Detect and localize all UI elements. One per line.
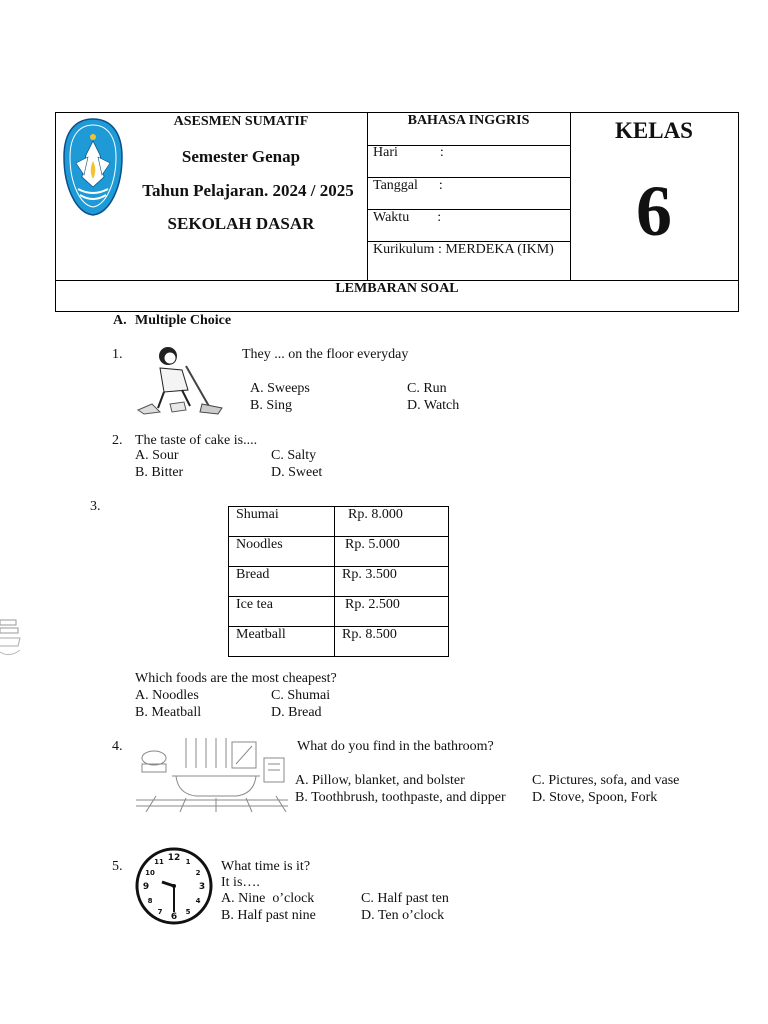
option-b[interactable]: B. Sing <box>250 398 293 413</box>
question-text: What time is it? <box>221 859 311 874</box>
svg-text:10: 10 <box>145 869 155 877</box>
option-a[interactable]: A. Sour <box>135 448 179 463</box>
school-level: SEKOLAH DASAR <box>167 214 315 233</box>
svg-text:12: 12 <box>167 853 181 863</box>
option-d[interactable]: D. Sweet <box>271 465 323 480</box>
svg-text:9: 9 <box>142 882 150 892</box>
school-logo <box>62 117 124 217</box>
section-title: Multiple Choice <box>135 313 232 328</box>
table-row <box>229 597 449 627</box>
bathroom-icon <box>136 738 288 812</box>
option-b[interactable]: B. Half past nine <box>221 908 316 923</box>
food-price: Rp. 8.000 <box>335 507 449 537</box>
table-row <box>229 567 449 597</box>
question-text: Which foods are the most cheapest? <box>135 671 337 686</box>
class-label: KELAS <box>615 118 693 143</box>
question-number: 2. <box>112 433 123 448</box>
option-a[interactable]: A. Noodles <box>135 688 199 703</box>
table-row <box>229 507 449 537</box>
option-a[interactable]: A. Nine o’clock <box>221 891 315 906</box>
option-a[interactable]: A. Pillow, blanket, and bolster <box>295 773 465 788</box>
time-field: Waktu : <box>373 210 442 225</box>
assessment-title: ASESMEN SUMATIF <box>173 114 309 129</box>
table-row <box>229 627 449 657</box>
option-d[interactable]: D. Watch <box>407 398 460 413</box>
food-price: Rp. 2.500 <box>335 597 449 627</box>
subject-label: BAHASA INGGRIS <box>407 113 530 128</box>
svg-text:6: 6 <box>170 912 178 922</box>
option-b[interactable]: B. Toothbrush, toothpaste, and dipper <box>295 790 506 805</box>
food-name: Bread <box>229 567 335 597</box>
date-field: Tanggal : <box>373 178 443 193</box>
question-number: 5. <box>112 859 123 874</box>
svg-text:7: 7 <box>157 908 163 916</box>
question-text: What do you find in the bathroom? <box>297 739 494 754</box>
food-name: Meatball <box>229 627 335 657</box>
option-c[interactable]: C. Pictures, sofa, and vase <box>532 773 680 788</box>
question-number: 3. <box>90 499 101 514</box>
question-subtext: It is…. <box>221 875 260 890</box>
svg-text:5: 5 <box>185 908 191 916</box>
svg-text:3: 3 <box>198 882 206 892</box>
semester-label: Semester Genap <box>181 147 301 166</box>
svg-text:4: 4 <box>195 897 201 905</box>
question-number: 4. <box>112 739 123 754</box>
svg-text:8: 8 <box>147 897 153 905</box>
svg-text:2: 2 <box>195 869 201 877</box>
option-c[interactable]: C. Run <box>407 381 447 396</box>
option-b[interactable]: B. Bitter <box>135 465 184 480</box>
option-c[interactable]: C. Half past ten <box>361 891 449 906</box>
academic-year: Tahun Pelajaran. 2024 / 2025 <box>142 181 354 200</box>
price-table <box>228 506 449 657</box>
question-number: 1. <box>112 347 123 362</box>
curriculum-field: Kurikulum : MERDEKA (IKM) <box>373 242 554 257</box>
header-table <box>55 112 739 312</box>
class-number: 6 <box>636 171 672 251</box>
option-d[interactable]: D. Ten o’clock <box>361 908 445 923</box>
sheet-title: LEMBARAN SOAL <box>335 281 459 296</box>
option-b[interactable]: B. Meatball <box>135 705 202 720</box>
section-letter: A. <box>113 313 127 328</box>
option-a[interactable]: A. Sweeps <box>250 381 310 396</box>
option-d[interactable]: D. Stove, Spoon, Fork <box>532 790 658 805</box>
option-d[interactable]: D. Bread <box>271 705 322 720</box>
food-price: Rp. 8.500 <box>335 627 449 657</box>
option-c[interactable]: C. Salty <box>271 448 317 463</box>
food-price: Rp. 5.000 <box>335 537 449 567</box>
question-text: The taste of cake is.... <box>135 433 258 448</box>
svg-text:11: 11 <box>154 858 164 866</box>
food-name: Ice tea <box>229 597 335 627</box>
food-price: Rp. 3.500 <box>335 567 449 597</box>
table-row <box>229 537 449 567</box>
question-text: They ... on the floor everyday <box>242 347 409 362</box>
child-sweeping-icon <box>130 344 230 416</box>
day-field: Hari : <box>373 145 444 160</box>
divider <box>367 113 368 280</box>
food-name: Noodles <box>229 537 335 567</box>
svg-text:1: 1 <box>185 858 191 866</box>
option-c[interactable]: C. Shumai <box>271 688 331 703</box>
food-name: Shumai <box>229 507 335 537</box>
clock-icon <box>134 846 214 926</box>
cropped-illustration-icon <box>0 616 22 662</box>
